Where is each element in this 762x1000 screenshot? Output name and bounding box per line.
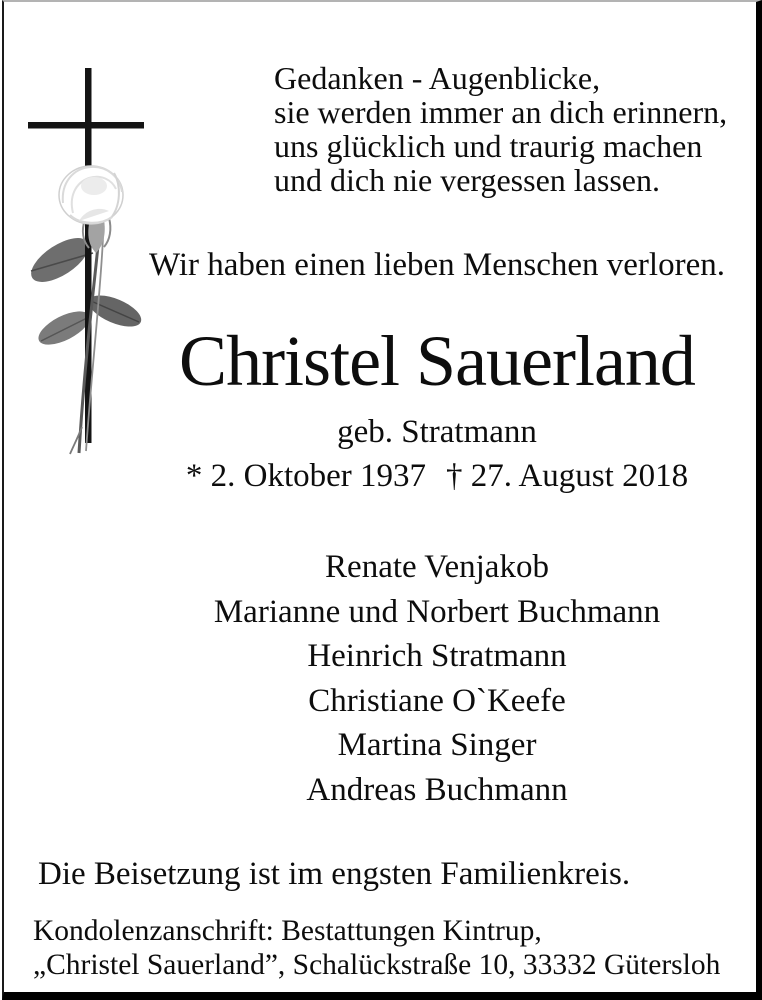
death-date: † 27. August 2018 bbox=[446, 458, 689, 494]
memorial-poem bbox=[274, 61, 727, 197]
condolence-line: „Christel Sauerland”, Schalückstraße 10, 33332 Gütersloh bbox=[33, 949, 721, 981]
poem-line: sie werden immer an dich erinnern, bbox=[274, 94, 728, 130]
condolence-address bbox=[33, 914, 720, 982]
mourners-list bbox=[112, 545, 762, 812]
maiden-name: geb. Stratmann bbox=[337, 414, 537, 450]
mourner-name: Martina Singer bbox=[337, 727, 537, 763]
mourner-name: Renate Venjakob bbox=[325, 549, 549, 585]
life-dates bbox=[112, 458, 762, 495]
funeral-note: Die Beisetzung ist im engsten Familienkreis. bbox=[38, 856, 631, 892]
mourner-name: Heinrich Stratmann bbox=[307, 638, 567, 674]
mourner-name: Andreas Buchmann bbox=[306, 771, 568, 808]
mourner-name: Christiane O`Keefe bbox=[308, 682, 566, 719]
poem-line: und dich nie vergessen lassen. bbox=[274, 162, 660, 198]
condolence-line: Kondolenzanschrift: Bestattungen Kintrup, bbox=[33, 915, 542, 947]
loss-announcement: Wir haben einen lieben Menschen verloren. bbox=[149, 247, 725, 283]
birth-date: * 2. Oktober 1937 bbox=[185, 458, 427, 494]
mourner-name: Marianne und Norbert Buchmann bbox=[213, 593, 661, 630]
poem-line: Gedanken - Augenblicke, bbox=[274, 60, 601, 96]
white-rose-icon bbox=[59, 166, 123, 224]
poem-line: uns glücklich und traurig machen bbox=[274, 128, 703, 164]
deceased-name: Christel Sauerland bbox=[179, 321, 695, 401]
